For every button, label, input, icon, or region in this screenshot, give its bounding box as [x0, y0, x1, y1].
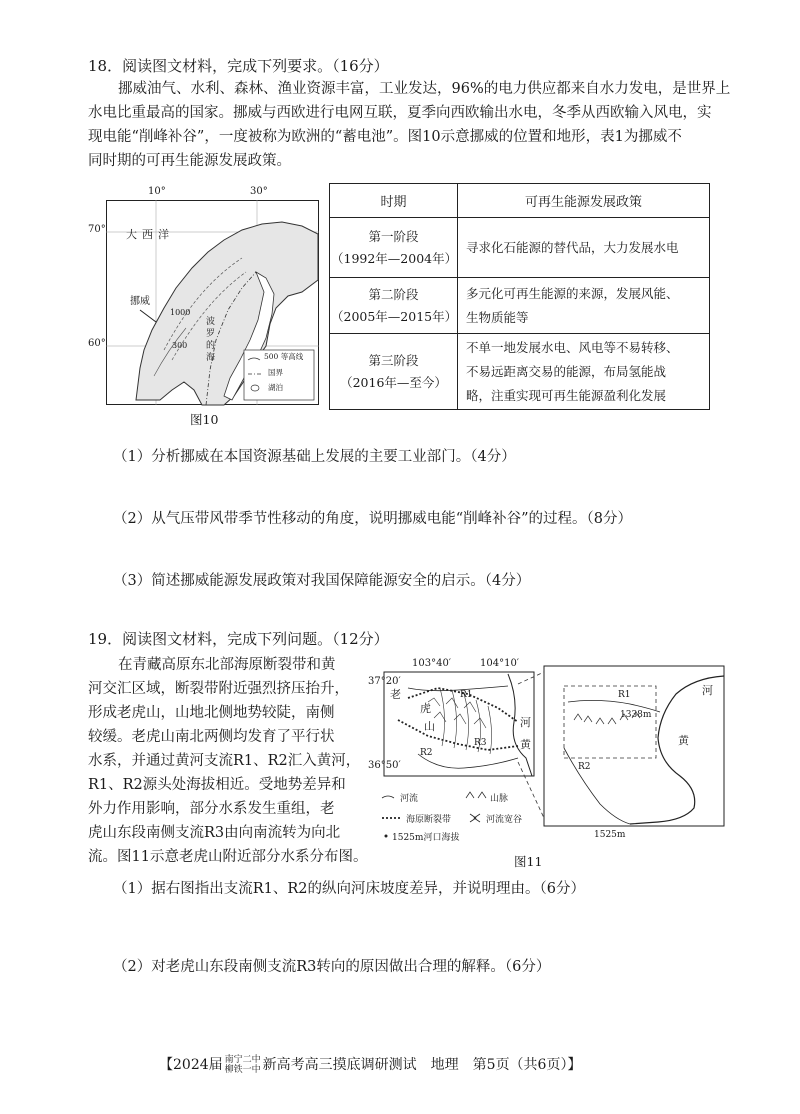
legend-contour: 500 等高线 — [264, 352, 304, 361]
table-header: 可再生能源发展政策 — [458, 184, 710, 218]
contour-label: 1000 — [170, 308, 191, 317]
elevation-1338: 1338m — [620, 710, 652, 720]
river-label-r2: R2 — [420, 748, 433, 758]
elevation-1525: 1525m — [594, 830, 626, 840]
q18-para-line: 挪威油气、水利、森林、渔业资源丰富，工业发达，96%的电力供应都来自水力发电，是世界上 — [118, 81, 731, 97]
period-cell: 第二阶段 （2005年—2015年） — [330, 278, 458, 334]
contour-label: 300 — [172, 341, 188, 350]
policy-cell: 不单一地发展水电、风电等不易转移、 不易远距离交易的能源，布局氢能战 略，注重实现可再生能源盈利化发展 — [458, 334, 710, 410]
q19-para-line: 虎山东段南侧支流R3由向南流转为向北 — [88, 825, 341, 841]
legend-mountain: 山脉 — [490, 794, 509, 804]
inset-river-r2: R2 — [578, 762, 591, 772]
ocean-label: 大西洋 — [126, 228, 174, 241]
q18-para-line: 现电能“削峰补谷”，一度被称为欧洲的“蓄电池”。图10示意挪威的位置和地形，表1为挪威不 — [88, 129, 682, 145]
q18-subquestion-1: （1）分析挪威在本国资源基础上发展的主要工业部门。（4分） — [113, 449, 516, 465]
q19-para-line: 外力作用影响，部分水系发生重组，老 — [88, 801, 335, 817]
table-row — [330, 334, 710, 410]
figure-10-map — [88, 186, 320, 408]
q19-para-line: 流。图11示意老虎山附近部分水系分布图。 — [88, 849, 368, 865]
policy-cell: 寻求化石能源的替代品，大力发展水电 — [458, 218, 710, 278]
figure-11-map — [368, 658, 730, 858]
river-label-r1: R1 — [460, 690, 473, 700]
legend-elevation: 1525m河口海拔 — [392, 833, 460, 843]
river-char: 黄 — [520, 738, 531, 751]
q19-para-line: 形成老虎山，山地北侧地势较陡，南侧 — [88, 705, 335, 721]
table-header: 时期 — [330, 184, 458, 218]
figure-10-caption: 图10 — [190, 412, 219, 427]
lon-label: 10° — [148, 186, 166, 197]
q19-para-line: 水系，并通过黄河支流R1、R2汇入黄河， — [88, 753, 361, 769]
table-row — [330, 278, 710, 334]
q19-subquestion-1: （1）据右图指出支流R1、R2的纵向河床坡度差异，并说明理由。（6分） — [113, 881, 585, 897]
lat-label: 70° — [88, 224, 106, 235]
legend-fault: 海原断裂带 — [406, 815, 452, 825]
place-char: 山 — [424, 720, 435, 733]
q19-subquestion-2: （2）对老虎山东段南侧支流R3转向的原因做出合理的解释。（6分） — [113, 959, 551, 975]
q18-para-line: 水电比重最高的国家。挪威与西欧进行电网互联，夏季向西欧输出水电，冬季从西欧输入风电，实 — [88, 105, 712, 121]
inset-river-char: 河 — [702, 684, 713, 697]
q19-para-line: 较缓。老虎山南北两侧均发育了平行状 — [88, 729, 335, 745]
lon-label: 30° — [250, 186, 268, 197]
table-row — [330, 218, 710, 278]
page-footer: 【2024届 南宁二中 柳铁一中 新高考高三摸底调研测试 地理 第5页（共6页）】 — [159, 1055, 582, 1075]
period-cell: 第三阶段 （2016年—至今） — [330, 334, 458, 410]
place-char: 老 — [390, 688, 401, 701]
legend-valley: 河流宽谷 — [486, 815, 523, 825]
q19-para-line: R1、R2源头处海拔相近。受地势差异和 — [88, 777, 346, 793]
lat-label: 60° — [88, 338, 106, 349]
school-names: 南宁二中 柳铁一中 — [224, 1055, 261, 1075]
q19-para-line: 河交汇区域，断裂带附近强烈挤压抬升， — [88, 681, 349, 697]
legend-border: 国界 — [268, 368, 283, 377]
legend-river: 河流 — [400, 794, 419, 804]
lon-label: 103°40′ — [412, 658, 452, 669]
period-cell: 第一阶段 （1992年—2004年） — [330, 218, 458, 278]
table-header-row — [330, 184, 710, 218]
baltic-sea-label: 波 罗 的 海 — [206, 317, 216, 363]
lat-label: 36°50′ — [368, 760, 401, 771]
policy-cell: 多元化可再生能源的来源，发展风能、 生物质能等 — [458, 278, 710, 334]
river-system-svg — [368, 658, 730, 858]
q18-title: 18．阅读图文材料，完成下列要求。（16分） — [88, 57, 389, 75]
river-char: 河 — [520, 716, 531, 729]
policy-table — [329, 183, 710, 410]
lat-label: 37°20′ — [368, 676, 401, 687]
lon-label: 104°10′ — [480, 658, 520, 669]
legend-lake: 湖泊 — [268, 383, 283, 392]
country-label: 挪威 — [130, 296, 150, 307]
inset-river-char: 黄 — [678, 734, 689, 747]
q18-subquestion-3: （3）简述挪威能源发展政策对我国保障能源安全的启示。（4分） — [113, 573, 531, 589]
q18-para-line: 同时期的可再生能源发展政策。 — [88, 153, 291, 169]
q19-title: 19．阅读图文材料，完成下列问题。（12分） — [88, 630, 389, 648]
river-label-r3: R3 — [474, 738, 487, 748]
q18-subquestion-2: （2）从气压带风带季节性移动的角度，说明挪威电能“削峰补谷”的过程。（8分） — [113, 511, 633, 527]
place-char: 虎 — [420, 702, 431, 715]
q19-para-line: 在青藏高原东北部海原断裂带和黄 — [118, 657, 336, 673]
inset-river-r1: R1 — [618, 690, 631, 700]
figure-11-caption: 图11 — [514, 854, 543, 869]
